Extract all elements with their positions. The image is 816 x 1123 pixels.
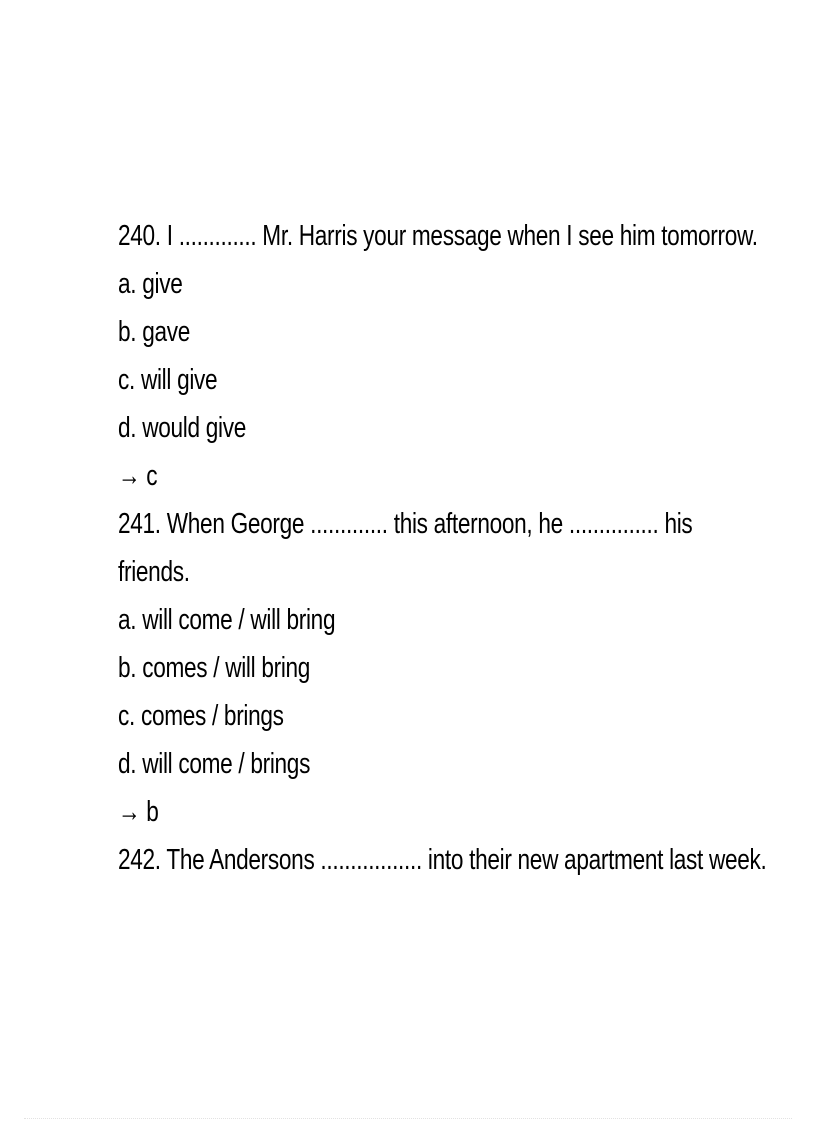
option-241-d: d. will come / brings: [118, 748, 311, 780]
option-241-a: a. will come / will bring: [118, 604, 336, 636]
question-240: 240. I ............. Mr. Harris your message when I see him tomorrow.: [118, 220, 758, 252]
option-240-d: d. would give: [118, 412, 246, 444]
question-241-line2: friends.: [118, 556, 190, 588]
question-242: 242. The Andersons ................. into their new apartment last week.: [118, 844, 767, 876]
option-241-b: b. comes / will bring: [118, 652, 311, 684]
question-241-line1: 241. When George ............. this afternoon, he ............... his: [118, 508, 693, 540]
option-240-a: a. give: [118, 268, 183, 300]
option-240-b: b. gave: [118, 316, 191, 348]
page-bottom-divider: [24, 1118, 792, 1120]
answer-241: → b: [118, 796, 159, 828]
option-240-c: c. will give: [118, 364, 218, 396]
answer-240: → c: [118, 460, 158, 492]
option-241-c: c. comes / brings: [118, 700, 284, 732]
exercise-text: [118, 212, 767, 884]
